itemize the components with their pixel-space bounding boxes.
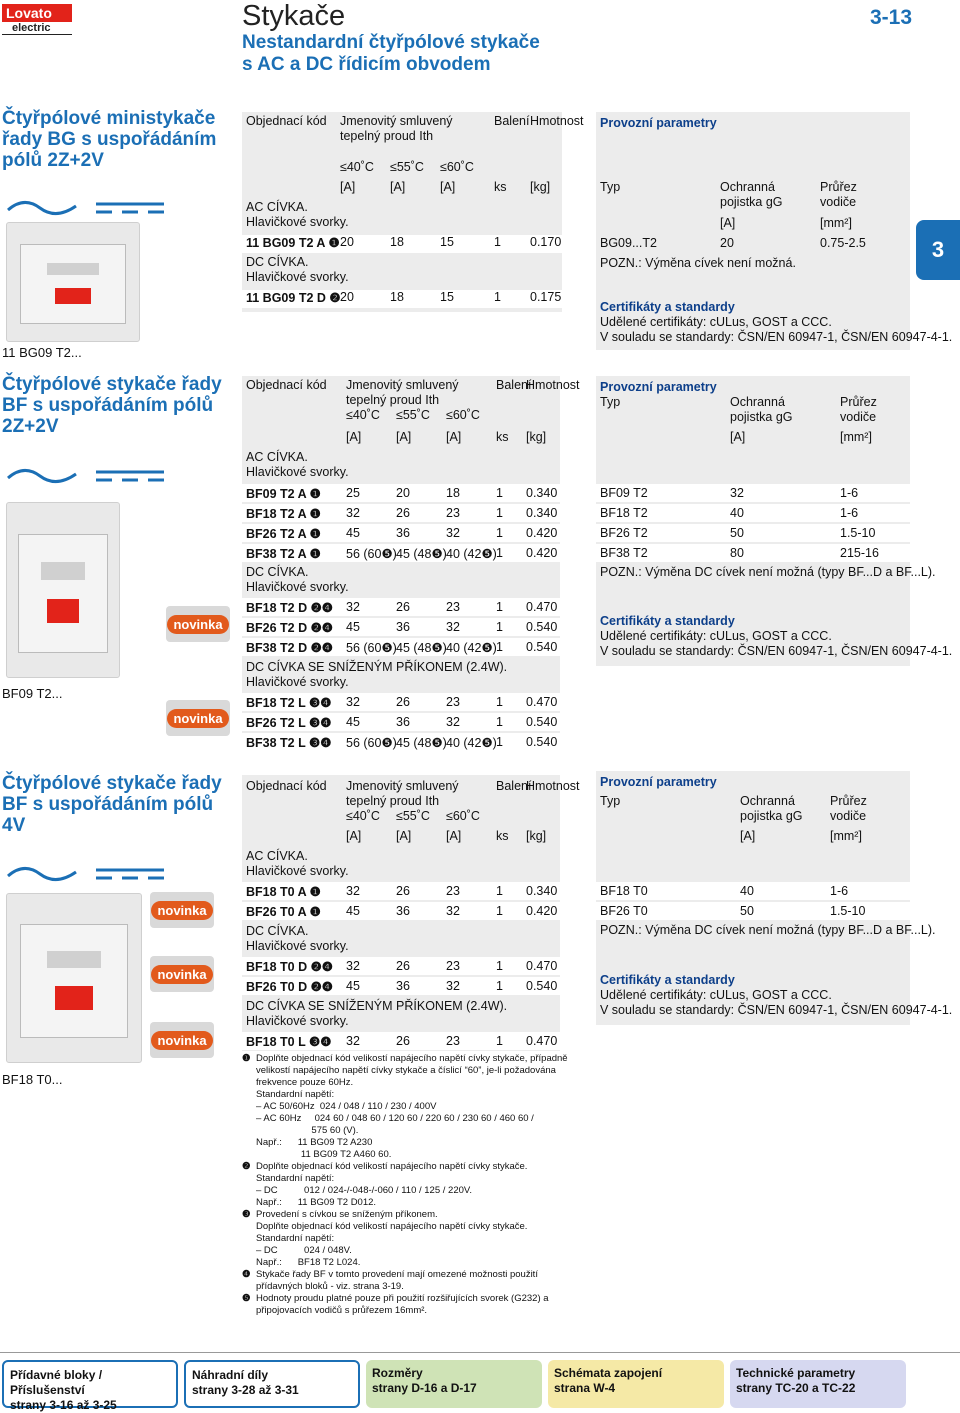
cell-code: BF38 T2 D ❷❹: [246, 641, 334, 655]
cell: 1: [496, 884, 503, 898]
unit-a2: [A]: [396, 829, 412, 843]
cell-code: BF18 T2 D ❷❹: [246, 601, 334, 615]
table-2: [242, 376, 580, 750]
ac-coil-sub: Hlavičkové svorky.: [246, 864, 349, 878]
cert-2: V souladu se standardy: ČSN/EN 60947-1, ČSN/EN 60947-4-1.: [600, 1003, 953, 1017]
params-h-type: Typ: [600, 395, 621, 409]
cell: 1: [496, 526, 503, 540]
cell: 0.340: [526, 884, 558, 898]
page-subtitle: [242, 32, 662, 76]
cell: 23: [446, 695, 460, 709]
cell: 18: [390, 235, 404, 249]
unit-a3: [A]: [440, 180, 456, 194]
cell-code: BF38 T2 A ❶: [246, 547, 321, 561]
footnote: ❹ Stykače řady BF v tomto provedení mají omezené možnosti použití přídavných bloků - viz. strana 3-19.: [242, 1269, 538, 1292]
params-h-fuse: Ochranná pojistka gG: [720, 180, 783, 209]
cell: 0.470: [526, 959, 558, 973]
lovato-logo: [2, 4, 72, 34]
badge-text: novinka: [151, 901, 212, 920]
params-note: POZN.: Výměna DC cívek není možná (typy BF...D a BF...L).: [600, 923, 936, 937]
cell: 215-16: [840, 546, 879, 560]
unit-a3: [A]: [446, 430, 462, 444]
table-row: [242, 544, 560, 562]
params-title: Provozní parametry: [600, 380, 717, 394]
cell-code: BF18 T2: [600, 506, 648, 520]
header-weight: Hmotnost: [526, 779, 580, 793]
cell: 80: [730, 546, 744, 560]
cell: 1: [496, 486, 503, 500]
cell: 0.340: [526, 506, 558, 520]
cell: 45: [346, 526, 360, 540]
table-row: [242, 733, 560, 751]
product-photo-bf18: [6, 893, 142, 1063]
cell-code: BF26 T0 D ❷❹: [246, 980, 334, 994]
product-photo-bf09: [6, 502, 120, 678]
temp-60: ≤60˚C: [446, 809, 480, 823]
cert-2: V souladu se standardy: ČSN/EN 60947-1, ČSN/EN 60947-4-1.: [600, 644, 953, 658]
table-row: [596, 484, 910, 502]
cell: 0.420: [526, 546, 558, 560]
unit-a3: [A]: [446, 829, 462, 843]
cert-1: Udělené certifikáty: cULus, GOST a CCC.: [600, 988, 832, 1002]
temp-40: ≤40˚C: [346, 809, 380, 823]
badge-text: novinka: [167, 615, 228, 634]
ac-coil-label: AC CÍVKA.: [246, 200, 308, 214]
cell: 1: [496, 979, 503, 993]
params-u-cross: [mm²]: [830, 829, 862, 843]
cell: 0.175: [530, 290, 562, 304]
dc-coil-sub: Hlavičkové svorky.: [246, 270, 349, 284]
footer-divider: [0, 1352, 960, 1353]
temp-60: ≤60˚C: [440, 160, 474, 174]
cell: 40 (42❺): [446, 641, 497, 655]
footer-link[interactable]: Rozměry strany D-16 a D-17: [366, 1360, 542, 1408]
table-row: [242, 484, 560, 502]
table-row: [242, 618, 560, 636]
cell: 18: [446, 486, 460, 500]
cell: 40 (42❺): [446, 547, 497, 561]
cell: 0.540: [526, 735, 558, 749]
cell: 36: [396, 715, 410, 729]
cell: 23: [446, 959, 460, 973]
params-u-cross: [mm²]: [840, 430, 872, 444]
unit-a2: [A]: [390, 180, 406, 194]
logo-top: Lovato: [2, 4, 72, 22]
cell: 26: [396, 1034, 410, 1048]
cell: 45 (48❺): [396, 641, 447, 655]
footnote: ❶ Doplňte objednací kód velikostí napájecího napětí cívky stykače, případně velikostí napájecího napětí cívky stykače a číslicí “60”, je-li požadována frekvence pouze 60Hz. Standardní napětí: – AC 50/60Hz 024 / 048 / 110 / 230 / 400V – AC 60Hz 024 60 / 048 60 / 120 60 / 220 60 / 230 60 / 460 60 / 575 60 (V). Např.: 11 BG09 T2 A230 11 BG09 T2 A460 60.: [242, 1053, 568, 1160]
footnote: ❸ Provedení s cívkou se sníženým příkonem. Doplňte objednací kód velikostí napájecího napětí cívky stykače. Standardní napětí: – DC 024 / 048V. Např.: BF18 T2 L024.: [242, 1209, 528, 1268]
novinka-badge: [166, 700, 230, 736]
cell: 15: [440, 235, 454, 249]
cell: 26: [396, 506, 410, 520]
cell: 0.340: [526, 486, 558, 500]
ac-coil-sub: Hlavičkové svorky.: [246, 465, 349, 479]
cert-1: Udělené certifikáty: cULus, GOST a CCC.: [600, 629, 832, 643]
footnote: ❷ Doplňte objednací kód velikostí napájecího napětí cívky stykače. Standardní napětí: – DC 012 / 024-/-048-/-060 / 110 / 125 / 220V. Např.: 11 BG09 T2 D012.: [242, 1161, 528, 1208]
params-r1-type: BG09...T2: [600, 236, 657, 250]
temp-55: ≤55˚C: [396, 408, 430, 422]
cell-code: BF18 T0: [600, 884, 648, 898]
header-code: Objednací kód: [246, 114, 327, 128]
cell-code: BF18 T0 D ❷❹: [246, 960, 334, 974]
header-rated: Jmenovitý smluvený tepelný proud Ith: [340, 114, 453, 143]
cell: 0.540: [526, 620, 558, 634]
cell: 32: [346, 506, 360, 520]
cell: 32: [346, 1034, 360, 1048]
params-r1-cross: 0.75-2.5: [820, 236, 866, 250]
section-1-title: Čtyřpólové ministykače řady BG s uspořádáním pólů 2Z+2V: [2, 108, 217, 171]
cell: 50: [740, 904, 754, 918]
cell: 26: [396, 884, 410, 898]
table-row: [242, 713, 560, 731]
ac-coil-sub: Hlavičkové svorky.: [246, 215, 349, 229]
cell: 40: [740, 884, 754, 898]
lp-coil-label: DC CÍVKA SE SNÍŽENÝM PŘÍKONEM (2.4W).: [246, 660, 508, 674]
cell-code: BF18 T0 L ❸❹: [246, 1035, 332, 1049]
unit-a1: [A]: [346, 829, 362, 843]
table-row: [242, 290, 562, 308]
operating-params-2: [596, 376, 953, 666]
cell: 45: [346, 620, 360, 634]
table-row: [596, 544, 910, 562]
cell: 32: [346, 600, 360, 614]
params-u-cross: [mm²]: [820, 216, 852, 230]
table-row: [242, 598, 560, 616]
temp-40: ≤40˚C: [340, 160, 374, 174]
cell-code: BF18 T2 A ❶: [246, 507, 321, 521]
cell: 20: [340, 235, 354, 249]
cell: 36: [396, 526, 410, 540]
badge-text: novinka: [151, 965, 212, 984]
table-row: [596, 524, 910, 542]
cert-1: Udělené certifikáty: cULus, GOST a CCC.: [600, 315, 832, 329]
cell: 45 (48❺): [396, 736, 447, 750]
dc-coil-label: DC CÍVKA.: [246, 924, 309, 938]
operating-params-3: [596, 771, 953, 1025]
footnote: ❺ Hodnoty proudu platné pouze při použití rozšiřujících svorek (G232) a připojovacích vodičů s průřezem 16mm².: [242, 1293, 549, 1316]
cell: 56 (60❺): [346, 736, 397, 750]
table-row: [242, 524, 560, 542]
header-code: Objednací kód: [246, 779, 327, 793]
cell: 20: [396, 486, 410, 500]
cell: 32: [730, 486, 744, 500]
cell-code: BF18 T2 L ❸❹: [246, 696, 332, 710]
section-2-caption: BF09 T2...: [2, 686, 63, 701]
temp-40: ≤40˚C: [346, 408, 380, 422]
params-h-fuse: Ochranná pojistka gG: [730, 395, 793, 424]
table-row: [242, 504, 560, 522]
params-title: Provozní parametry: [600, 116, 717, 130]
cell: 20: [340, 290, 354, 304]
footer-link[interactable]: Schémata zapojení strana W-4: [548, 1360, 724, 1408]
operating-params-1: [596, 112, 953, 350]
cell: 0.470: [526, 1034, 558, 1048]
params-h-cross: Průřez vodiče: [840, 395, 877, 424]
header-rated: Jmenovitý smluvený tepelný proud Ith: [346, 378, 459, 407]
cell: 45: [346, 979, 360, 993]
cell: 50: [730, 526, 744, 540]
cell: 1: [496, 640, 503, 654]
cell: 32: [446, 904, 460, 918]
cert-title: Certifikáty a standardy: [600, 300, 735, 314]
cell: 0.540: [526, 640, 558, 654]
cell-code: BF26 T2 D ❷❹: [246, 621, 334, 635]
footer-link[interactable]: Technické parametry strany TC-20 a TC-22: [730, 1360, 906, 1408]
temp-60: ≤60˚C: [446, 408, 480, 422]
cell: 26: [396, 600, 410, 614]
cell: 32: [446, 979, 460, 993]
cell-code: 11 BG09 T2 D ❷: [246, 291, 341, 305]
cell: 32: [446, 620, 460, 634]
dc-coil-sub: Hlavičkové svorky.: [246, 939, 349, 953]
cell: 36: [396, 979, 410, 993]
unit-kg: [kg]: [526, 829, 547, 843]
ac-coil-label: AC CÍVKA.: [246, 450, 308, 464]
cell: 56 (60❺): [346, 641, 397, 655]
cell: 1: [496, 620, 503, 634]
params-h-type: Typ: [600, 180, 621, 194]
novinka-badge: [150, 956, 214, 992]
temp-55: ≤55˚C: [396, 809, 430, 823]
subtitle-line-1: Nestandardní čtyřpólové stykače: [242, 32, 540, 53]
header-pack: Balení: [496, 378, 532, 392]
cell: 45: [346, 904, 360, 918]
unit-kg: [kg]: [530, 180, 551, 194]
cert-2: V souladu se standardy: ČSN/EN 60947-1, ČSN/EN 60947-4-1.: [600, 330, 953, 344]
cell: 23: [446, 1034, 460, 1048]
table-row: [242, 1032, 560, 1050]
section-1-caption: 11 BG09 T2...: [2, 345, 82, 360]
table-row: [596, 882, 910, 900]
cell: 40: [730, 506, 744, 520]
params-note: POZN.: Výměna DC cívek není možná (typy BF...D a BF...L).: [600, 565, 936, 579]
dc-coil-label: DC CÍVKA.: [246, 255, 309, 269]
table-row: [242, 638, 560, 656]
cell-code: BF38 T2: [600, 546, 648, 560]
params-h-fuse: Ochranná pojistka gG: [740, 794, 803, 823]
page-number: 3-13: [869, 6, 912, 29]
section-3-caption: BF18 T0...: [2, 1072, 63, 1087]
cell: 1.5-10: [830, 904, 866, 918]
header-pack: Balení: [496, 779, 532, 793]
table-1: [242, 112, 584, 312]
cell: 1: [496, 904, 503, 918]
params-h-cross: Průřez vodiče: [820, 180, 857, 209]
product-photo-bg09: [6, 222, 140, 342]
params-u-fuse: [A]: [720, 216, 736, 230]
cell: 32: [346, 884, 360, 898]
cell: 1: [496, 600, 503, 614]
cell: 40 (42❺): [446, 736, 497, 750]
cell-code: BF18 T0 A ❶: [246, 885, 321, 899]
params-note: POZN.: Výměna cívek není možná.: [600, 256, 796, 270]
section-3-title: Čtyřpólové stykače řady BF s uspořádáním pólů 4V: [2, 773, 222, 836]
cell: 32: [446, 526, 460, 540]
footnotes: [242, 1053, 582, 1317]
cell: 23: [446, 600, 460, 614]
header-code: Objednací kód: [246, 378, 327, 392]
cell: 23: [446, 884, 460, 898]
cell: 1: [496, 546, 503, 560]
unit-a1: [A]: [340, 180, 356, 194]
cell: 0.540: [526, 715, 558, 729]
cell: 26: [396, 695, 410, 709]
cell-code: BF09 T2: [600, 486, 648, 500]
cell: 45 (48❺): [396, 547, 447, 561]
cell: 32: [446, 715, 460, 729]
table-row: [242, 957, 560, 975]
table-row: [242, 882, 560, 900]
table-row: [242, 902, 560, 920]
table-row: [242, 693, 560, 711]
novinka-badge: [150, 892, 214, 928]
cell: 0.470: [526, 600, 558, 614]
cell: 0.470: [526, 695, 558, 709]
unit-ks: ks: [496, 430, 509, 444]
cell: 45: [346, 715, 360, 729]
novinka-badge: [150, 1022, 214, 1058]
cell: 0.420: [526, 526, 558, 540]
cell: 1-6: [840, 486, 859, 500]
header-rated: Jmenovitý smluvený tepelný proud Ith: [346, 779, 459, 808]
cell: 1: [494, 235, 501, 249]
dc-coil-sub: Hlavičkové svorky.: [246, 580, 349, 594]
cell: 32: [346, 695, 360, 709]
unit-a2: [A]: [396, 430, 412, 444]
chapter-tab[interactable]: 3: [916, 220, 960, 280]
ac-coil-label: AC CÍVKA.: [246, 849, 308, 863]
cell: 0.540: [526, 979, 558, 993]
header-weight: Hmotnost: [526, 378, 580, 392]
params-h-type: Typ: [600, 794, 621, 808]
unit-ks: ks: [496, 829, 509, 843]
subtitle-line-2: s AC a DC řídicím obvodem: [242, 54, 491, 75]
badge-text: novinka: [167, 709, 228, 728]
cell: 1: [494, 290, 501, 304]
params-u-fuse: [A]: [730, 430, 746, 444]
cell: 0.170: [530, 235, 562, 249]
ac-dc-symbol: [4, 466, 164, 486]
section-2-title: Čtyřpólové stykače řady BF s uspořádáním pólů 2Z+2V: [2, 374, 222, 437]
badge-text: novinka: [151, 1031, 212, 1050]
lp-coil-sub: Hlavičkové svorky.: [246, 675, 349, 689]
cell-code: BF26 T0 A ❶: [246, 905, 321, 919]
temp-55: ≤55˚C: [390, 160, 424, 174]
cell: 1.5-10: [840, 526, 876, 540]
cell-code: BF26 T2 A ❶: [246, 527, 321, 541]
cell: 23: [446, 506, 460, 520]
cell-code: 11 BG09 T2 A ❶: [246, 236, 340, 250]
params-h-cross: Průřez vodiče: [830, 794, 867, 823]
cell: 1: [496, 1034, 503, 1048]
cell-code: BF26 T0: [600, 904, 648, 918]
footer-link[interactable]: Náhradní díly strany 3-28 až 3-31: [184, 1360, 360, 1408]
lp-coil-sub: Hlavičkové svorky.: [246, 1014, 349, 1028]
lp-coil-label: DC CÍVKA SE SNÍŽENÝM PŘÍKONEM (2.4W).: [246, 999, 508, 1013]
cell: 1: [496, 959, 503, 973]
cell: 32: [346, 959, 360, 973]
cert-title: Certifikáty a standardy: [600, 973, 735, 987]
cell: 36: [396, 620, 410, 634]
ac-dc-symbol: [4, 198, 164, 218]
cell: 0.420: [526, 904, 558, 918]
cell-code: BF26 T2 L ❸❹: [246, 716, 332, 730]
cell: 26: [396, 959, 410, 973]
params-u-fuse: [A]: [740, 829, 756, 843]
cell: 1-6: [830, 884, 849, 898]
cell: 56 (60❺): [346, 547, 397, 561]
cell-code: BF26 T2: [600, 526, 648, 540]
cell: 1: [496, 695, 503, 709]
table-row: [596, 902, 910, 920]
cell: 25: [346, 486, 360, 500]
footer-link[interactable]: Přídavné bloky / Příslušenství strany 3-16 až 3-25: [2, 1360, 178, 1408]
table-row: [242, 235, 562, 253]
unit-kg: [kg]: [526, 430, 547, 444]
logo-bottom: electric: [2, 22, 72, 35]
cert-title: Certifikáty a standardy: [600, 614, 735, 628]
params-title: Provozní parametry: [600, 775, 717, 789]
table-row: [242, 977, 560, 995]
unit-a1: [A]: [346, 430, 362, 444]
page-title: Stykače: [242, 0, 346, 32]
ac-dc-symbol: [4, 864, 164, 884]
table-3: [242, 775, 580, 1051]
params-r1-fuse: 20: [720, 236, 734, 250]
cell: 1: [496, 735, 503, 749]
cell: 15: [440, 290, 454, 304]
cell: 36: [396, 904, 410, 918]
dc-coil-label: DC CÍVKA.: [246, 565, 309, 579]
unit-ks: ks: [494, 180, 507, 194]
header-pack: Balení: [494, 114, 530, 128]
table-row: [596, 504, 910, 522]
header-weight: Hmotnost: [530, 114, 584, 128]
cell: 1: [496, 715, 503, 729]
cell-code: BF09 T2 A ❶: [246, 487, 321, 501]
novinka-badge: [166, 606, 230, 642]
cell: 1-6: [840, 506, 859, 520]
cell-code: BF38 T2 L ❸❹: [246, 736, 332, 750]
cell: 1: [496, 506, 503, 520]
cell: 18: [390, 290, 404, 304]
